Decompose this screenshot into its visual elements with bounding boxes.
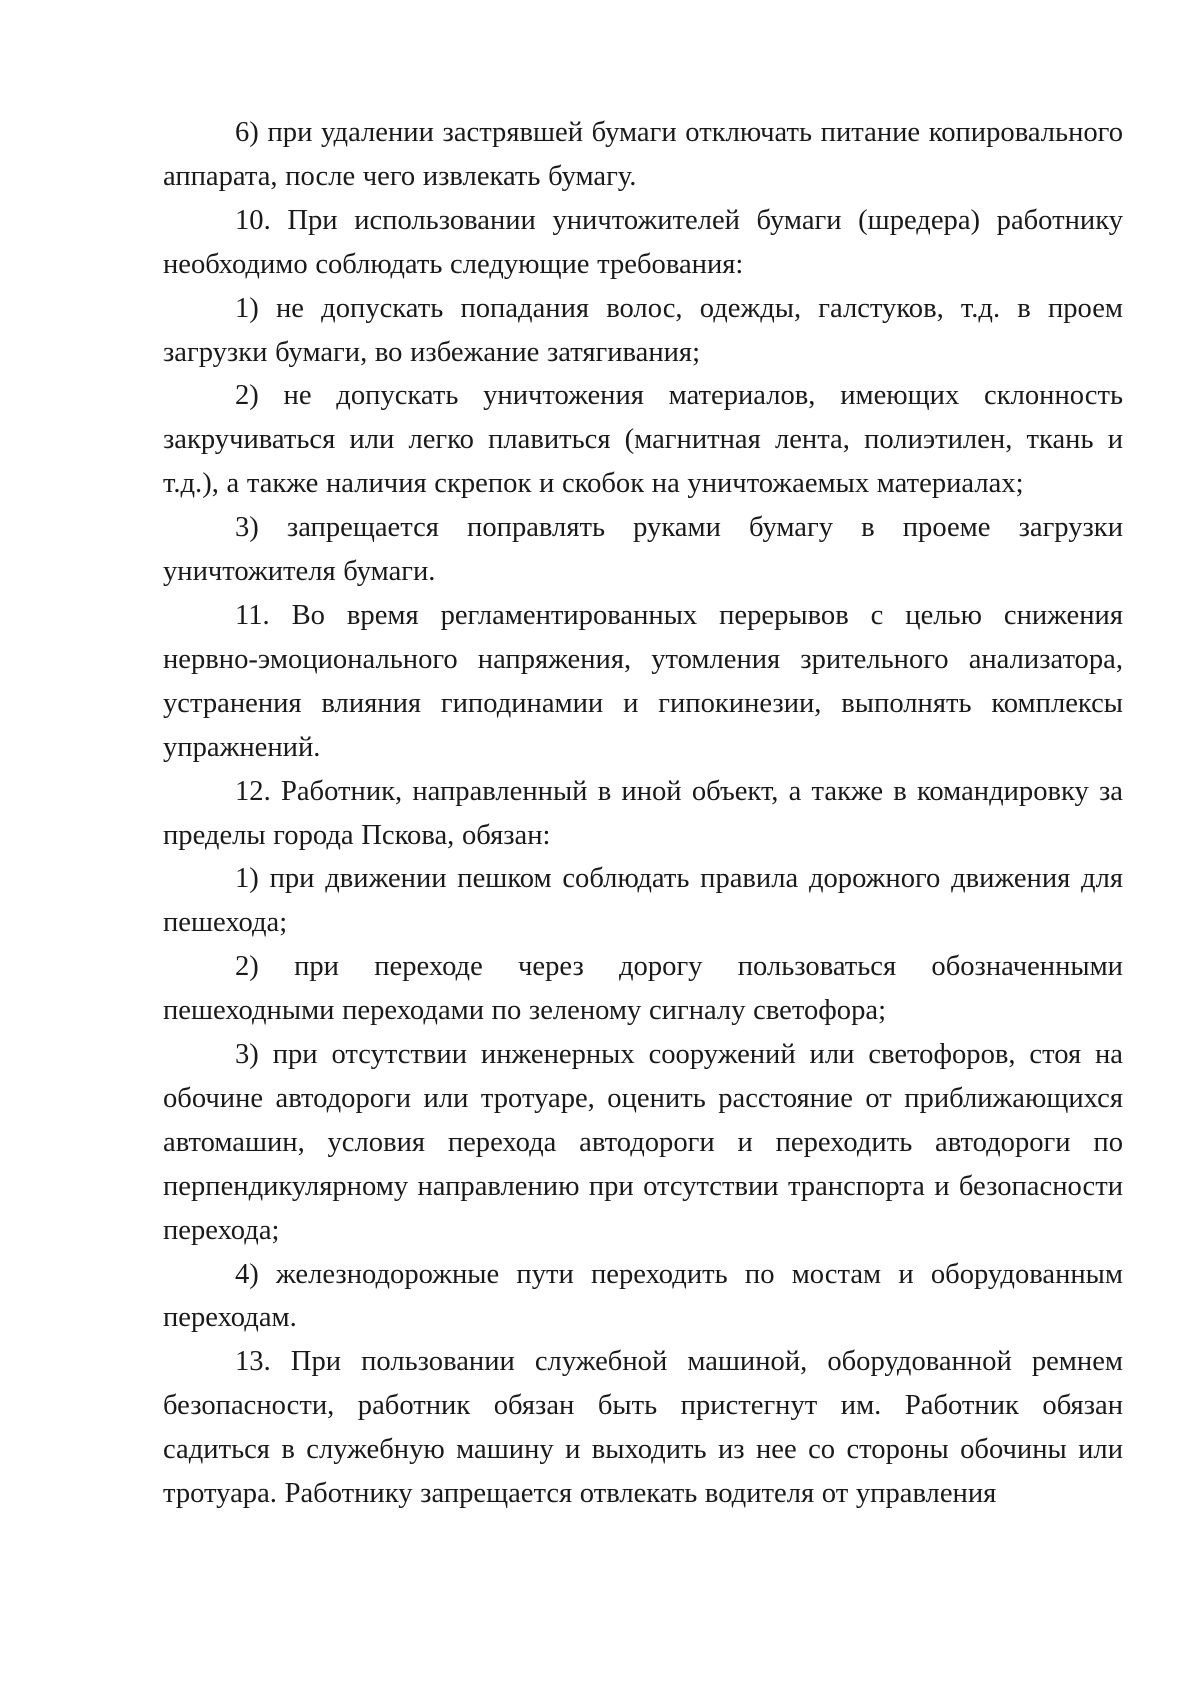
document-body bbox=[163, 111, 1123, 1516]
paragraph-item-12-2: 2) при переходе через дорогу пользоваться обозначенными пешеходными переходами по зеленому сигналу светофора; bbox=[163, 951, 1123, 1027]
paragraph-item-12-3: 3) при отсутствии инженерных сооружений или светофоров, стоя на обочине автодороги или тротуаре, оценить расстояние от приближающихся автомашин, условия перехода автодороги и переходить автодороги по перпендикулярному направлению при отсутствии транспорта и безопасности перехода; bbox=[163, 1039, 1123, 1246]
paragraph-item-10-2: 2) не допускать уничтожения материалов, имеющих склонность закручиваться или легко плавиться (магнитная лента, полиэтилен, ткань и т.д.), а также наличия скрепок и скобок на уничтожаемых материалах; bbox=[163, 380, 1123, 500]
paragraph-section-12: 12. Работник, направленный в иной объект, а также в командировку за пределы города Пскова, обязан: bbox=[163, 775, 1123, 851]
paragraph-section-11: 11. Во время регламентированных перерывов с целью снижения нервно-эмоционального напряжения, утомления зрительного анализатора, устранения влияния гиподинамии и гипокинезии, выполнять комплексы упражнений. bbox=[163, 599, 1123, 763]
paragraph-item-10-1: 1) не допускать попадания волос, одежды, галстуков, т.д. в проем загрузки бумаги, во избежание затягивания; bbox=[163, 292, 1123, 368]
paragraph-section-13: 13. При пользовании служебной машиной, оборудованной ремнем безопасности, работник обязан быть пристегнут им. Работник обязан садиться в служебную машину и выходить из нее со стороны обочины или тротуара. Работнику запрещается отвлекать водителя от управления bbox=[163, 1346, 1123, 1510]
paragraph-item-10-3: 3) запрещается поправлять руками бумагу в проеме загрузки уничтожителя бумаги. bbox=[163, 512, 1123, 588]
paragraph-section-10: 10. При использовании уничтожителей бумаги (шредера) работнику необходимо соблюдать следующие требования: bbox=[163, 204, 1123, 280]
paragraph-item-12-1: 1) при движении пешком соблюдать правила дорожного движения для пешехода; bbox=[163, 863, 1123, 939]
paragraph-item-12-4: 4) железнодорожные пути переходить по мостам и оборудованным переходам. bbox=[163, 1258, 1123, 1334]
paragraph-item-6: 6) при удалении застрявшей бумаги отключать питание копировального аппарата, после чего извлекать бумагу. bbox=[163, 117, 1123, 192]
